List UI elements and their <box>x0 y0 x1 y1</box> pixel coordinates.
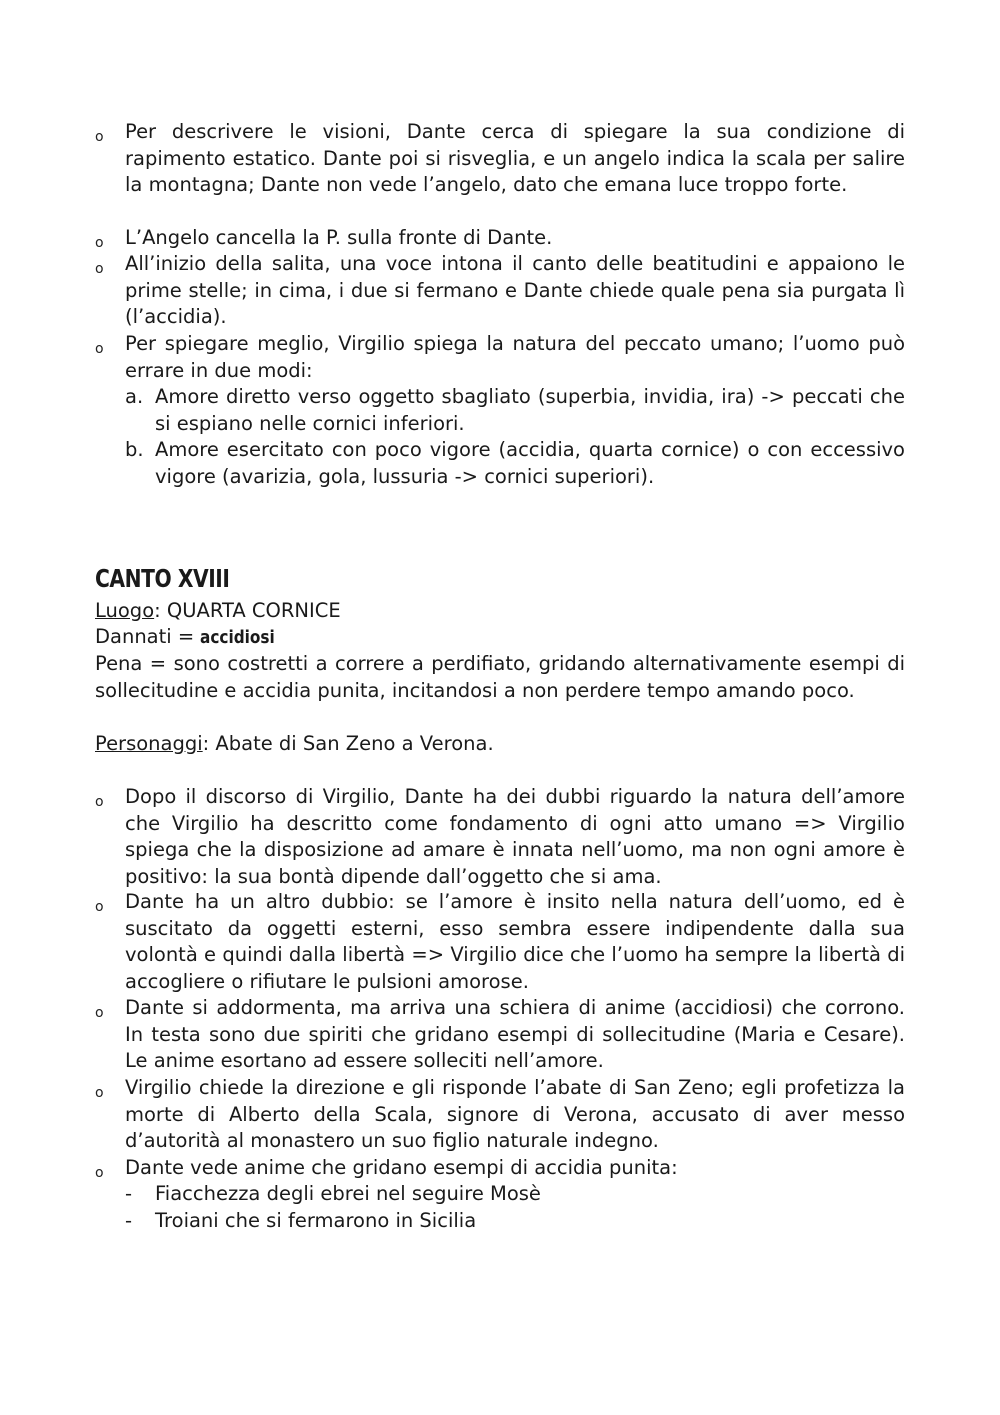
sub-item-marker: a. <box>125 385 144 408</box>
bullet-marker: o <box>95 235 104 251</box>
sub-item-text: Amore diretto verso oggetto sbagliato (superbia, invidia, ira) -> peccati che si espiano nelle cornici inferiori. <box>155 385 905 435</box>
bullet-text: Dante ha un altro dubbio: se l’amore è insito nella natura dell’uomo, ed è suscitato da oggetti esterni, esso sembra essere indipendente dalla sua volontà e quindi dalla libertà => Virgilio dice che l’uomo ha sempre la libertà di accogliere o rifiutare le pulsioni amorose. <box>125 890 905 993</box>
bullet-marker: o <box>95 129 104 145</box>
personaggi-value: : Abate di San Zeno a Verona. <box>202 732 494 755</box>
bullet-marker: o <box>95 899 104 915</box>
bullet-text: Dopo il discorso di Virgilio, Dante ha dei dubbi riguardo la natura dell’amore che Virgilio ha descritto come fondamento di ogni atto umano => Virgilio spiega che la disposizione ad amare è innata nell’uomo, ma non ogni amore è positivo: la sua bontà dipende dall’oggetto che si ama. <box>125 785 905 888</box>
bullet-text: Virgilio chiede la direzione e gli risponde l’abate di San Zeno; egli profetizza la morte di Alberto della Scala, signore di Verona, accusato di aver messo d’autorità al monastero un suo figlio naturale indegno. <box>125 1076 905 1152</box>
sub-item-marker: b. <box>125 438 144 461</box>
personaggi-label: Personaggi <box>95 732 203 755</box>
sub-item-text: Fiacchezza degli ebrei nel seguire Mosè <box>155 1182 541 1205</box>
bullet-marker: o <box>95 341 104 357</box>
personaggi-line <box>95 731 905 758</box>
bullet-marker: o <box>95 1085 104 1101</box>
bullet-text: Dante vede anime che gridano esempi di accidia punita: <box>125 1156 678 1179</box>
bullet-text: L’Angelo cancella la P. sulla fronte di Dante. <box>125 226 553 249</box>
canto-title: CANTO XVIII <box>95 564 230 593</box>
bullet-marker: o <box>95 1005 104 1021</box>
dannati-value: accidiosi <box>200 627 276 648</box>
sub-item-text: Amore esercitato con poco vigore (accidia, quarta cornice) o con eccessivo vigore (avarizia, gola, lussuria -> cornici superiori). <box>155 438 905 488</box>
bullet-marker: o <box>95 1165 104 1181</box>
bullet-text: Dante si addormenta, ma arriva una schiera di anime (accidiosi) che corrono. In testa sono due spiriti che gridano esempi di sollecitudine (Maria e Cesare). Le anime esortano ad essere solleciti nell’amore. <box>125 996 905 1072</box>
bullet-text: All’inizio della salita, una voce intona il canto delle beatitudini e appaiono le prime stelle; in cima, i due si fermano e Dante chiede quale pena sia purgata lì (l’accidia). <box>125 252 905 328</box>
luogo-value: : QUARTA CORNICE <box>154 599 341 622</box>
dannati-line <box>95 624 905 652</box>
luogo-label: Luogo <box>95 599 155 622</box>
sub-item-marker: - <box>125 1209 133 1232</box>
bullet-marker: o <box>95 794 104 810</box>
sub-item-text: Troiani che si fermarono in Sicilia <box>155 1209 477 1232</box>
sub-item-marker: - <box>125 1182 133 1205</box>
pena-text: Pena = sono costretti a correre a perdifiato, gridando alternativamente esempi di sollecitudine e accidia punita, incitandosi a non perdere tempo amando poco. <box>95 652 905 702</box>
bullet-marker: o <box>95 261 104 277</box>
bullet-text: Per spiegare meglio, Virgilio spiega la natura del peccato umano; l’uomo può errare in due modi: <box>125 332 905 382</box>
bullet-text: Per descrivere le visioni, Dante cerca di spiegare la sua condizione di rapimento estatico. Dante poi si risveglia, e un angelo indica la scala per salire la montagna; Dante non vede l’angelo, dato che emana luce troppo forte. <box>125 120 905 196</box>
luogo-line <box>95 598 905 625</box>
dannati-label: Dannati = <box>95 625 201 648</box>
